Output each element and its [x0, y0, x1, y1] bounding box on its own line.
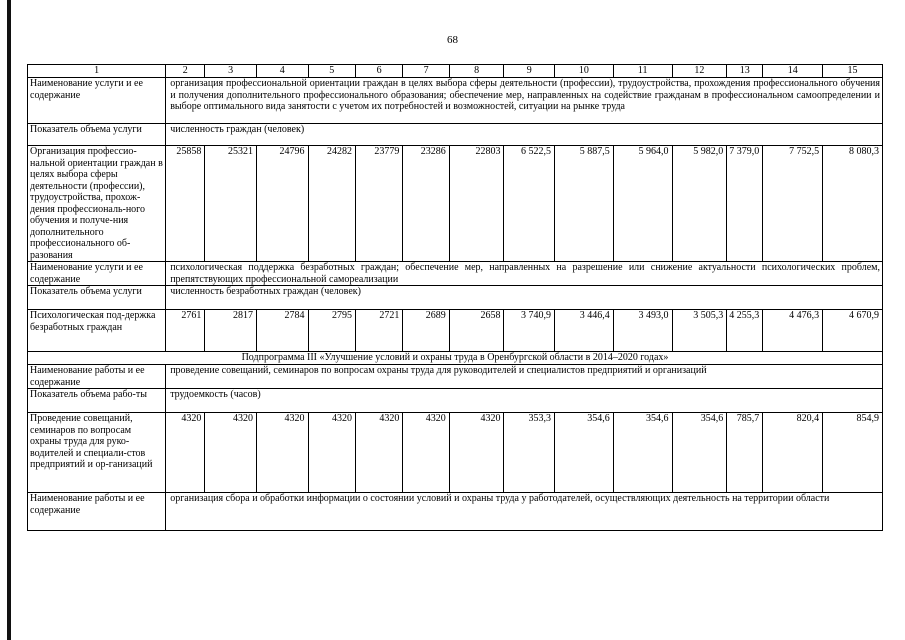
row-description: численность безработных граждан (человек) — [166, 286, 883, 310]
value-cell: 22803 — [449, 146, 504, 262]
value-cell: 4 476,3 — [763, 310, 823, 352]
value-cell: 2721 — [355, 310, 402, 352]
value-cell: 5 887,5 — [554, 146, 613, 262]
row-description: численность граждан (человек) — [166, 124, 883, 146]
value-cell: 8 080,3 — [823, 146, 883, 262]
table-row — [28, 146, 883, 262]
value-cell: 854,9 — [823, 413, 883, 493]
table-row — [28, 310, 883, 352]
row-label: Наименование работы и ее содержание — [28, 493, 166, 531]
column-number-cell: 3 — [205, 65, 257, 78]
value-cell: 7 752,5 — [763, 146, 823, 262]
row-label: Наименование работы и ее содержание — [28, 365, 166, 389]
value-cell: 6 522,5 — [504, 146, 555, 262]
row-label: Проведение совещаний, семинаров по вопросам охраны труда для руко-водителей и специали-стов предприятий и ор-ганизаций — [28, 413, 166, 493]
table-row — [28, 286, 883, 310]
table-row — [28, 413, 883, 493]
table-row — [28, 493, 883, 531]
table-row — [28, 352, 883, 365]
row-label: Показатель объема услуги — [28, 286, 166, 310]
value-cell: 2761 — [166, 310, 205, 352]
column-number-cell: 12 — [672, 65, 727, 78]
row-label: Показатель объема услуги — [28, 124, 166, 146]
value-cell: 2689 — [403, 310, 449, 352]
column-number-cell: 8 — [449, 65, 504, 78]
column-number-cell: 4 — [256, 65, 308, 78]
table-row — [28, 365, 883, 389]
row-label: Показатель объема рабо-ты — [28, 389, 166, 413]
value-cell: 23779 — [355, 146, 402, 262]
column-number-cell: 13 — [727, 65, 763, 78]
value-cell: 3 493,0 — [613, 310, 672, 352]
value-cell: 24796 — [256, 146, 308, 262]
value-cell: 2817 — [205, 310, 257, 352]
table-row — [28, 262, 883, 286]
page-number: 68 — [447, 34, 458, 46]
value-cell: 2658 — [449, 310, 504, 352]
value-cell: 5 982,0 — [672, 146, 727, 262]
value-cell: 4320 — [256, 413, 308, 493]
value-cell: 4320 — [166, 413, 205, 493]
value-cell: 4320 — [308, 413, 355, 493]
column-number-cell: 5 — [308, 65, 355, 78]
value-cell: 24282 — [308, 146, 355, 262]
value-cell: 5 964,0 — [613, 146, 672, 262]
value-cell: 3 446,4 — [554, 310, 613, 352]
value-cell: 820,4 — [763, 413, 823, 493]
column-number-row — [28, 65, 883, 78]
row-label: Наименование услуги и ее содержание — [28, 78, 166, 124]
data-table — [27, 64, 883, 531]
table-row — [28, 389, 883, 413]
value-cell: 354,6 — [672, 413, 727, 493]
row-description: психологическая поддержка безработных граждан; обеспечение мер, направленных на разрешение или снижение актуальности психологических проблем, препятствующих профессиональной самореализации — [166, 262, 883, 286]
value-cell: 4320 — [449, 413, 504, 493]
row-description: организация профессиональной ориентации граждан в целях выбора сферы деятельности (профессии), трудоустройства, прохождения профессионального обучения и получения дополнительного профессионального образования; обеспечение мер, направленных на содействие гражданам в профессиональном самоопределении и выборе оптимального вида занятости с учетом их потребностей и возможностей, ситуации на рынке труда — [166, 78, 883, 124]
table-row — [28, 78, 883, 124]
column-number-cell: 15 — [823, 65, 883, 78]
column-number-cell: 10 — [554, 65, 613, 78]
column-number-cell: 14 — [763, 65, 823, 78]
row-label: Организация профессио-нальной ориентации граждан в целях выбора сферы деятельности (профессии), трудоустройства, прохож-дения профессиональ-ного обучения и получе-ния дополнительного профессионального об-разования — [28, 146, 166, 262]
value-cell: 354,6 — [613, 413, 672, 493]
row-label: Психологическая под-держка безработных граждан — [28, 310, 166, 352]
value-cell: 353,3 — [504, 413, 555, 493]
column-number-cell: 1 — [28, 65, 166, 78]
row-label: Наименование услуги и ее содержание — [28, 262, 166, 286]
value-cell: 23286 — [403, 146, 449, 262]
value-cell: 25321 — [205, 146, 257, 262]
value-cell: 25858 — [166, 146, 205, 262]
value-cell: 2784 — [256, 310, 308, 352]
left-margin-rule — [7, 0, 11, 640]
column-number-cell: 6 — [355, 65, 402, 78]
column-number-cell: 9 — [504, 65, 555, 78]
row-description: организация сбора и обработки информации о состоянии условий и охраны труда у работодателей, осуществляющих деятельность на территории области — [166, 493, 883, 531]
column-number-cell: 7 — [403, 65, 449, 78]
value-cell: 7 379,0 — [727, 146, 763, 262]
value-cell: 4 670,9 — [823, 310, 883, 352]
value-cell: 354,6 — [554, 413, 613, 493]
value-cell: 4 255,3 — [727, 310, 763, 352]
value-cell: 2795 — [308, 310, 355, 352]
column-number-cell: 2 — [166, 65, 205, 78]
value-cell: 4320 — [205, 413, 257, 493]
column-number-cell: 11 — [613, 65, 672, 78]
value-cell: 3 740,9 — [504, 310, 555, 352]
value-cell: 3 505,3 — [672, 310, 727, 352]
row-description: проведение совещаний, семинаров по вопросам охраны труда для руководителей и специалистов предприятий и организаций — [166, 365, 883, 389]
value-cell: 4320 — [403, 413, 449, 493]
row-description: трудоемкость (часов) — [166, 389, 883, 413]
section-heading: Подпрограмма III «Улучшение условий и охраны труда в Оренбургской области в 2014–2020 годах» — [28, 352, 883, 365]
table-row — [28, 124, 883, 146]
value-cell: 785,7 — [727, 413, 763, 493]
value-cell: 4320 — [355, 413, 402, 493]
